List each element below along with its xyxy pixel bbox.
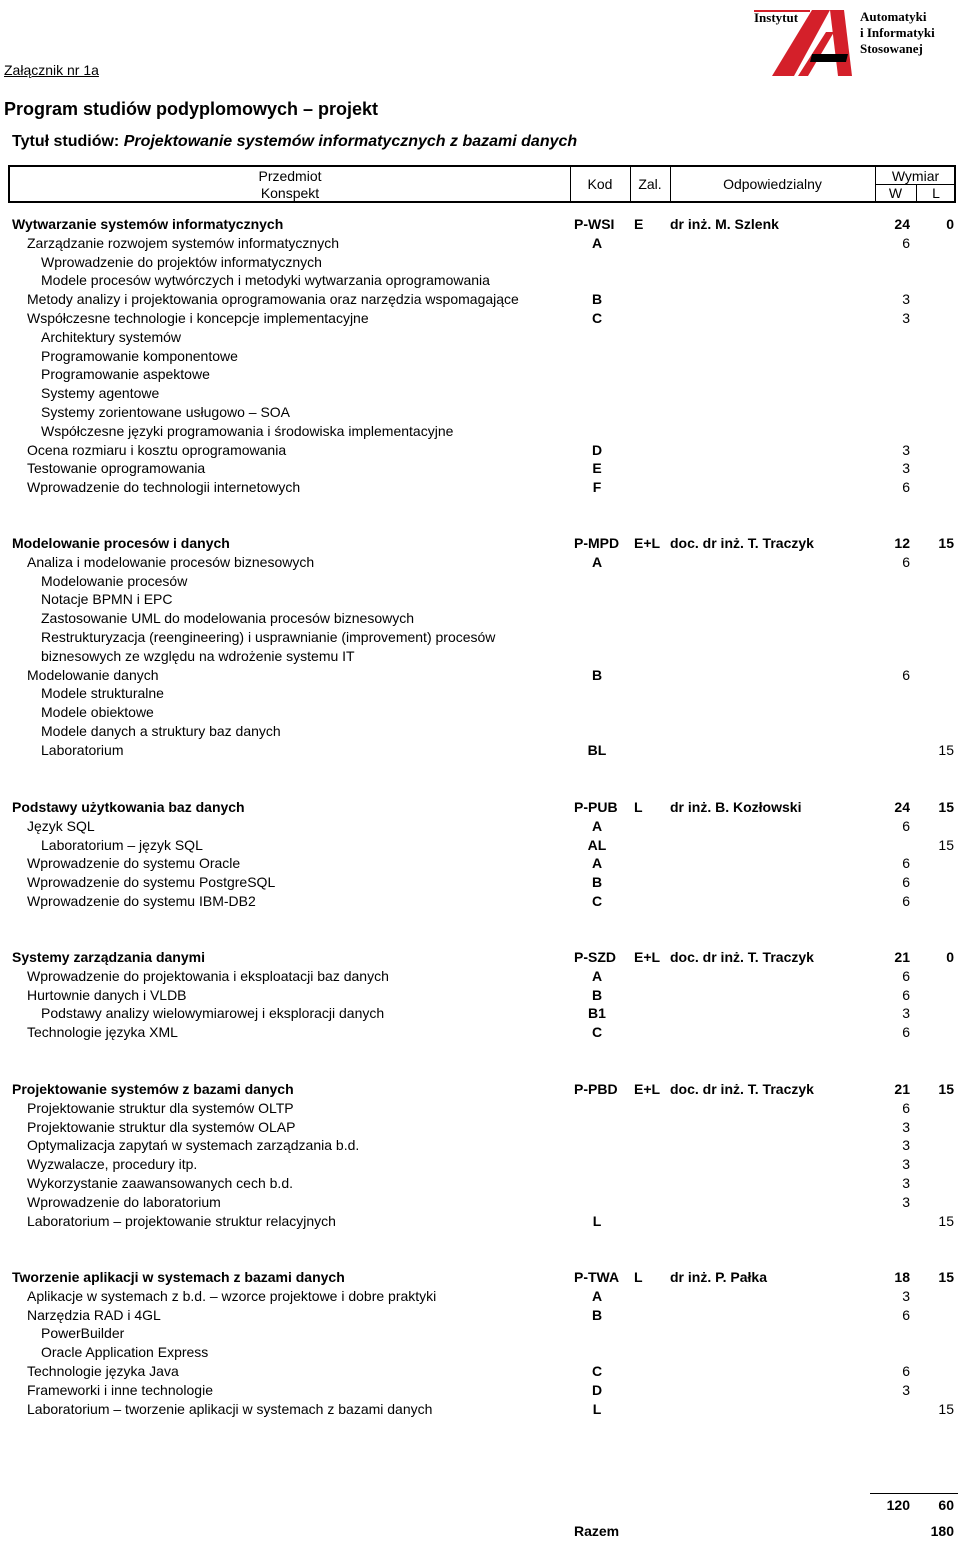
section-kod: P-MPD	[574, 535, 620, 551]
table-row	[0, 684, 960, 703]
topic-code: F	[592, 479, 602, 496]
total-l: 60	[938, 1497, 954, 1513]
logo-text-4: Stosowanej	[860, 41, 923, 56]
table-row	[0, 403, 960, 422]
topic-name: Wprowadzenie do technologii internetowych	[27, 479, 301, 496]
table-row	[0, 384, 960, 403]
topic-name: Modelowanie procesów	[41, 572, 188, 589]
section-w: 12	[894, 535, 910, 551]
section-l: 15	[938, 799, 954, 815]
table-row	[0, 328, 960, 347]
subtitle-prefix: Tytuł studiów:	[12, 133, 124, 150]
attachment-label: Załącznik nr 1a	[4, 62, 99, 78]
topic-code: A	[591, 553, 603, 570]
topic-code: C	[591, 310, 603, 326]
section-responsible: doc. dr inż. T. Traczyk	[670, 949, 814, 965]
table-row	[0, 1400, 960, 1419]
topic-name: Narzędzia RAD i 4GL	[27, 1306, 161, 1323]
topic-w: 3	[902, 1287, 910, 1304]
topic-name: Współczesne technologie i koncepcje implementacyjne	[27, 310, 369, 326]
topic-w: 6	[902, 1306, 910, 1323]
topic-name: Architektury systemów	[41, 328, 182, 345]
topic-code: E	[592, 460, 602, 477]
topic-w: 6	[902, 874, 910, 891]
topic-name: Podstawy analizy wielowymiarowej i eksploracji danych	[41, 1005, 385, 1022]
topic-name: Projektowanie struktur dla systemów OLTP	[27, 1099, 294, 1116]
topic-name: Projektowanie struktur dla systemów OLAP	[27, 1118, 296, 1135]
table-row	[0, 234, 960, 253]
header-w: W	[888, 185, 903, 201]
table-row	[0, 1155, 960, 1174]
topic-name: Wprowadzenie do systemu PostgreSQL	[27, 874, 276, 891]
table-row	[0, 309, 960, 328]
logo-text-1: Instytut	[754, 10, 799, 25]
topic-name: Laboratorium	[41, 741, 124, 758]
table-row	[0, 609, 960, 628]
section-header-row	[0, 215, 960, 234]
topic-name: Notacje BPMN i EPC	[41, 591, 173, 608]
topic-w: 6	[902, 234, 910, 251]
topic-w: 6	[902, 553, 910, 570]
razem-label: Razem	[574, 1523, 620, 1539]
topic-name: Modele danych a struktury baz danych	[41, 723, 281, 739]
table-row	[0, 422, 960, 441]
section-kod: P-WSI	[574, 216, 615, 232]
topic-w: 3	[902, 1137, 910, 1154]
table-row	[0, 1343, 960, 1362]
header-wymiar: Wymiar	[891, 168, 940, 184]
topic-w: 6	[902, 1363, 910, 1379]
section-responsible: dr inż. M. Szlenk	[670, 216, 779, 232]
totals-divider	[870, 1493, 958, 1494]
section-l: 15	[938, 1081, 954, 1097]
header-l: L	[932, 185, 940, 201]
table-row	[0, 967, 960, 986]
topic-name: Język SQL	[27, 817, 95, 834]
header-kod: Kod	[587, 176, 613, 192]
topic-code: AL	[587, 836, 607, 853]
section-name: Projektowanie systemów z bazami danych	[12, 1081, 294, 1097]
topic-code: B	[591, 1306, 603, 1323]
table-row	[0, 854, 960, 873]
section-l: 15	[938, 1269, 954, 1285]
topic-w: 3	[902, 441, 910, 458]
topic-code: B	[591, 874, 603, 891]
topic-name: Restrukturyzacja (reengineering) i usprawnianie (improvement) procesów	[41, 629, 496, 645]
topic-code: B	[591, 986, 603, 1003]
table-row	[0, 1118, 960, 1137]
topic-name: Laboratorium – tworzenie aplikacji w systemach z bazami danych	[27, 1400, 433, 1417]
section-zal: E+L	[634, 949, 661, 965]
table-row	[0, 347, 960, 366]
topic-name: PowerBuilder	[41, 1325, 125, 1342]
topic-code: C	[591, 1024, 603, 1041]
topic-code: D	[591, 441, 603, 458]
page-title: Program studiów podyplomowych – projekt	[4, 99, 379, 119]
table-row	[0, 1381, 960, 1400]
totals-row	[0, 1496, 960, 1515]
topic-name: Ocena rozmiaru i kosztu oprogramowania	[27, 441, 287, 458]
topic-name: Analiza i modelowanie procesów biznesowych	[27, 553, 315, 570]
topic-w: 6	[902, 967, 910, 984]
table-row	[0, 553, 960, 572]
topic-code: A	[591, 855, 603, 872]
table-row	[0, 1362, 960, 1381]
section-header-row	[0, 1268, 960, 1287]
topic-w: 6	[902, 817, 910, 834]
topic-name: Programowanie komponentowe	[41, 347, 238, 364]
table-row	[0, 703, 960, 722]
topic-name: Laboratorium – język SQL	[41, 836, 203, 853]
table-row	[0, 590, 960, 609]
section-w: 18	[894, 1269, 910, 1285]
table-row	[0, 647, 960, 666]
topic-w: 3	[902, 1005, 910, 1022]
table-row	[0, 1193, 960, 1212]
section-zal: L	[634, 1269, 643, 1285]
topic-name: Oracle Application Express	[41, 1344, 209, 1361]
razem-row	[0, 1522, 960, 1541]
section-kod: P-PBD	[574, 1081, 618, 1097]
topic-code: A	[591, 817, 603, 834]
header-przedmiot: Przedmiot	[258, 168, 322, 184]
institute-logo	[752, 4, 956, 78]
table-row	[0, 836, 960, 855]
section-name: Podstawy użytkowania baz danych	[12, 799, 245, 815]
table-row	[0, 1023, 960, 1042]
section-responsible: dr inż. P. Pałka	[670, 1269, 768, 1285]
topic-l: 15	[938, 1212, 954, 1229]
topic-w: 6	[902, 479, 910, 496]
table-row	[0, 892, 960, 911]
topic-name: Programowanie aspektowe	[41, 366, 210, 383]
topic-name: Systemy zorientowane usługowo – SOA	[41, 404, 291, 420]
topic-name: Testowanie oprogramowania	[27, 460, 206, 477]
table-row	[0, 253, 960, 272]
section-header-row	[0, 948, 960, 967]
table-row	[0, 365, 960, 384]
topic-name: Technologie języka XML	[27, 1024, 178, 1041]
topic-name: Technologie języka Java	[27, 1363, 179, 1379]
topic-code: C	[591, 1363, 603, 1379]
section-l: 15	[938, 535, 954, 551]
topic-code: B1	[588, 1005, 606, 1022]
table-row	[0, 271, 960, 290]
table-row	[0, 572, 960, 591]
section-zal: L	[634, 799, 643, 815]
section-kod: P-PUB	[574, 799, 618, 815]
topic-name: Wprowadzenie do laboratorium	[27, 1193, 221, 1210]
topic-l: 15	[938, 1400, 954, 1417]
header-odpowiedzialny: Odpowiedzialny	[723, 176, 822, 192]
table-row	[0, 1306, 960, 1325]
topic-name: Aplikacje w systemach z b.d. – wzorce projektowe i dobre praktyki	[27, 1287, 437, 1304]
topic-code: L	[592, 1212, 602, 1229]
section-kod: P-TWA	[574, 1269, 620, 1285]
topic-code: B	[591, 291, 603, 308]
topic-name: Zarządzanie rozwojem systemów informatycznych	[27, 234, 339, 251]
topic-code: B	[591, 666, 603, 683]
topic-code: D	[591, 1381, 603, 1398]
section-name: Modelowanie procesów i danych	[12, 535, 230, 551]
topic-name: Optymalizacja zapytań w systemach zarządzania b.d.	[27, 1137, 360, 1154]
section-w: 24	[894, 216, 910, 232]
table-row	[0, 1174, 960, 1193]
section-zal: E+L	[634, 1081, 661, 1097]
section-l: 0	[946, 216, 954, 232]
table-row	[0, 459, 960, 478]
table-row	[0, 1324, 960, 1343]
topic-l: 15	[938, 741, 954, 758]
section-header-row	[0, 798, 960, 817]
topic-w: 6	[902, 893, 910, 909]
topic-w: 3	[902, 1193, 910, 1210]
topic-name: Zastosowanie UML do modelowania procesów biznesowych	[41, 610, 415, 627]
topic-w: 6	[902, 666, 910, 683]
section-responsible: doc. dr inż. T. Traczyk	[670, 535, 814, 551]
section-l: 0	[946, 949, 954, 965]
topic-name: Frameworki i inne technologie	[27, 1381, 213, 1398]
topic-name: Wyzwalacze, procedury itp.	[27, 1156, 198, 1173]
topic-w: 3	[902, 310, 910, 326]
razem-value: 180	[930, 1523, 954, 1539]
topic-w: 3	[902, 1156, 910, 1173]
total-w: 120	[886, 1497, 910, 1513]
table-row	[0, 1099, 960, 1118]
header-konspekt: Konspekt	[260, 185, 320, 201]
section-name: Wytwarzanie systemów informatycznych	[12, 216, 284, 232]
topic-name: Hurtownie danych i VLDB	[27, 986, 187, 1003]
section-kod: P-SZD	[574, 949, 616, 965]
topic-w: 3	[902, 1175, 910, 1191]
table-row	[0, 1136, 960, 1155]
section-w: 21	[894, 949, 910, 965]
topic-name: Modele procesów wytwórczych i metodyki wytwarzania oprogramowania	[41, 272, 490, 289]
topic-name: Wykorzystanie zaawansowanych cech b.d.	[27, 1175, 293, 1191]
topic-l: 15	[938, 836, 954, 853]
topic-name: Współczesne języki programowania i środowiska implementacyjne	[41, 422, 454, 439]
topic-code: BL	[587, 741, 607, 758]
topic-code: A	[591, 1287, 603, 1304]
table-row	[0, 817, 960, 836]
section-zal: E+L	[634, 535, 661, 551]
section-zal: E	[634, 216, 644, 232]
table-header	[8, 165, 956, 203]
table-row	[0, 1212, 960, 1231]
topic-name: Modelowanie danych	[27, 666, 159, 683]
topic-code: A	[591, 234, 603, 251]
topic-name: biznesowych ze względu na wdrożenie systemu IT	[41, 647, 355, 664]
section-header-row	[0, 534, 960, 553]
header-zal: Zal.	[638, 176, 662, 192]
topic-name: Laboratorium – projektowanie struktur relacyjnych	[27, 1212, 336, 1229]
table-row	[0, 666, 960, 685]
topic-name: Wprowadzenie do projektów informatycznych	[41, 253, 322, 270]
topic-w: 3	[902, 291, 910, 308]
section-name: Tworzenie aplikacji w systemach z bazami danych	[12, 1269, 345, 1285]
section-header-row	[0, 1080, 960, 1099]
section-w: 24	[894, 799, 910, 815]
logo-text-3: i Informatyki	[860, 25, 935, 40]
section-name: Systemy zarządzania danymi	[12, 949, 205, 965]
table-row	[0, 478, 960, 497]
topic-name: Wprowadzenie do projektowania i eksploatacji baz danych	[27, 967, 389, 984]
topic-name: Modele strukturalne	[41, 685, 164, 702]
topic-name: Modele obiektowe	[41, 704, 154, 721]
table-row	[0, 441, 960, 460]
topic-name: Wprowadzenie do systemu IBM-DB2	[27, 893, 256, 909]
subtitle-name: Projektowanie systemów informatycznych z bazami danych	[123, 133, 578, 150]
table-row	[0, 290, 960, 309]
topic-name: Systemy agentowe	[41, 385, 160, 402]
table-row	[0, 741, 960, 760]
table-row	[0, 722, 960, 741]
section-responsible: dr inż. B. Kozłowski	[670, 799, 802, 815]
table-row	[0, 873, 960, 892]
topic-w: 3	[902, 460, 910, 477]
table-row	[0, 1287, 960, 1306]
topic-code: L	[592, 1400, 602, 1417]
table-row	[0, 628, 960, 647]
topic-name: Wprowadzenie do systemu Oracle	[27, 855, 241, 872]
logo-text-2: Automatyki	[860, 9, 927, 24]
topic-w: 6	[902, 1024, 910, 1041]
page-subtitle	[12, 133, 577, 151]
section-responsible: doc. dr inż. T. Traczyk	[670, 1081, 814, 1097]
table-row	[0, 1004, 960, 1023]
topic-w: 3	[902, 1118, 910, 1135]
topic-w: 6	[902, 1099, 910, 1116]
section-w: 21	[894, 1081, 910, 1097]
table-row	[0, 986, 960, 1005]
topic-code: C	[591, 893, 603, 909]
topic-w: 3	[902, 1381, 910, 1398]
topic-w: 6	[902, 855, 910, 872]
topic-code: A	[591, 967, 603, 984]
topic-name: Metody analizy i projektowania oprogramowania oraz narzędzia wspomagające	[27, 291, 519, 308]
topic-w: 6	[902, 986, 910, 1003]
